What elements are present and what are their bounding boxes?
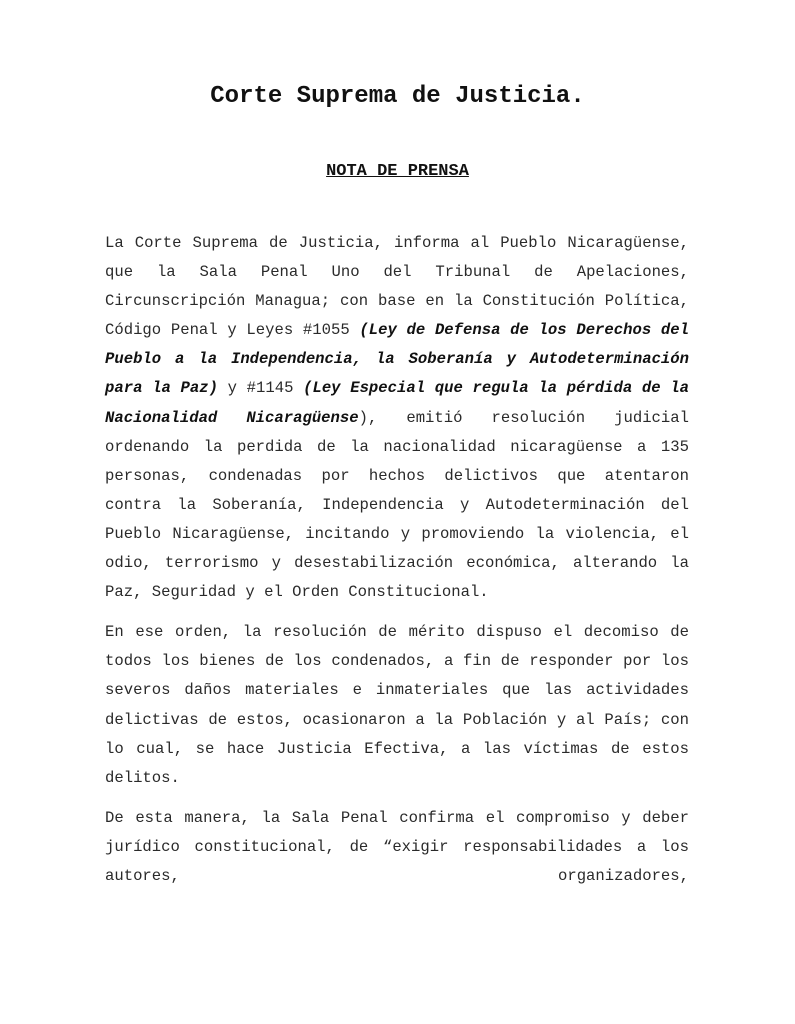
press-release-heading: NOTA DE PRENSA <box>326 162 469 181</box>
paragraph-1-text-b: y #1145 <box>217 379 304 398</box>
paragraph-1-text-c: ), emitió resolución judicial ordenando la perdida de la nacionalidad nicaragüense a 135 personas, condenadas por hechos delictivos que atentaron contra la Soberanía, Independencia y Autodeterminación del Pueblo Nicaragüense, incitando y promoviendo la violencia, el odio, terrorismo y desestabilización económica, alterando la Paz, Seguridad y el Orden Constitucional. <box>105 408 689 602</box>
document-title: Corte Suprema de Justicia. <box>210 83 585 110</box>
paragraph-1-text-a: La Corte Suprema de Justicia, informa al Pueblo Nicaragüense, que la Sala Penal Uno del Tribunal de Apelaciones, Circunscripción Managua; con base en la Constitución Política, Código Penal y Leyes #1055 <box>105 234 689 340</box>
law-1055-name: (Ley de Defensa de los Derechos del Pueblo a la Independencia, la Soberanía y Autodeterminación para la Paz) <box>105 321 689 398</box>
document-body <box>105 229 689 902</box>
paragraph-1 <box>105 229 689 607</box>
paragraph-2: En ese orden, la resolución de mérito dispuso el decomiso de todos los bienes de los condenados, a fin de responder por los severos daños materiales e inmateriales que las actividades delictivas de estos, ocasionaron a la Población y al País; con lo cual, se hace Justicia Efectiva, a las víctimas de estos delitos. <box>105 623 689 787</box>
law-1145-name: (Ley Especial que regula la pérdida de la Nacionalidad Nicaragüense <box>105 379 689 427</box>
paragraph-3: De esta manera, la Sala Penal confirma el compromiso y deber jurídico constitucional, de “exigir responsabilidades a los autores, organizadores, <box>105 808 689 885</box>
